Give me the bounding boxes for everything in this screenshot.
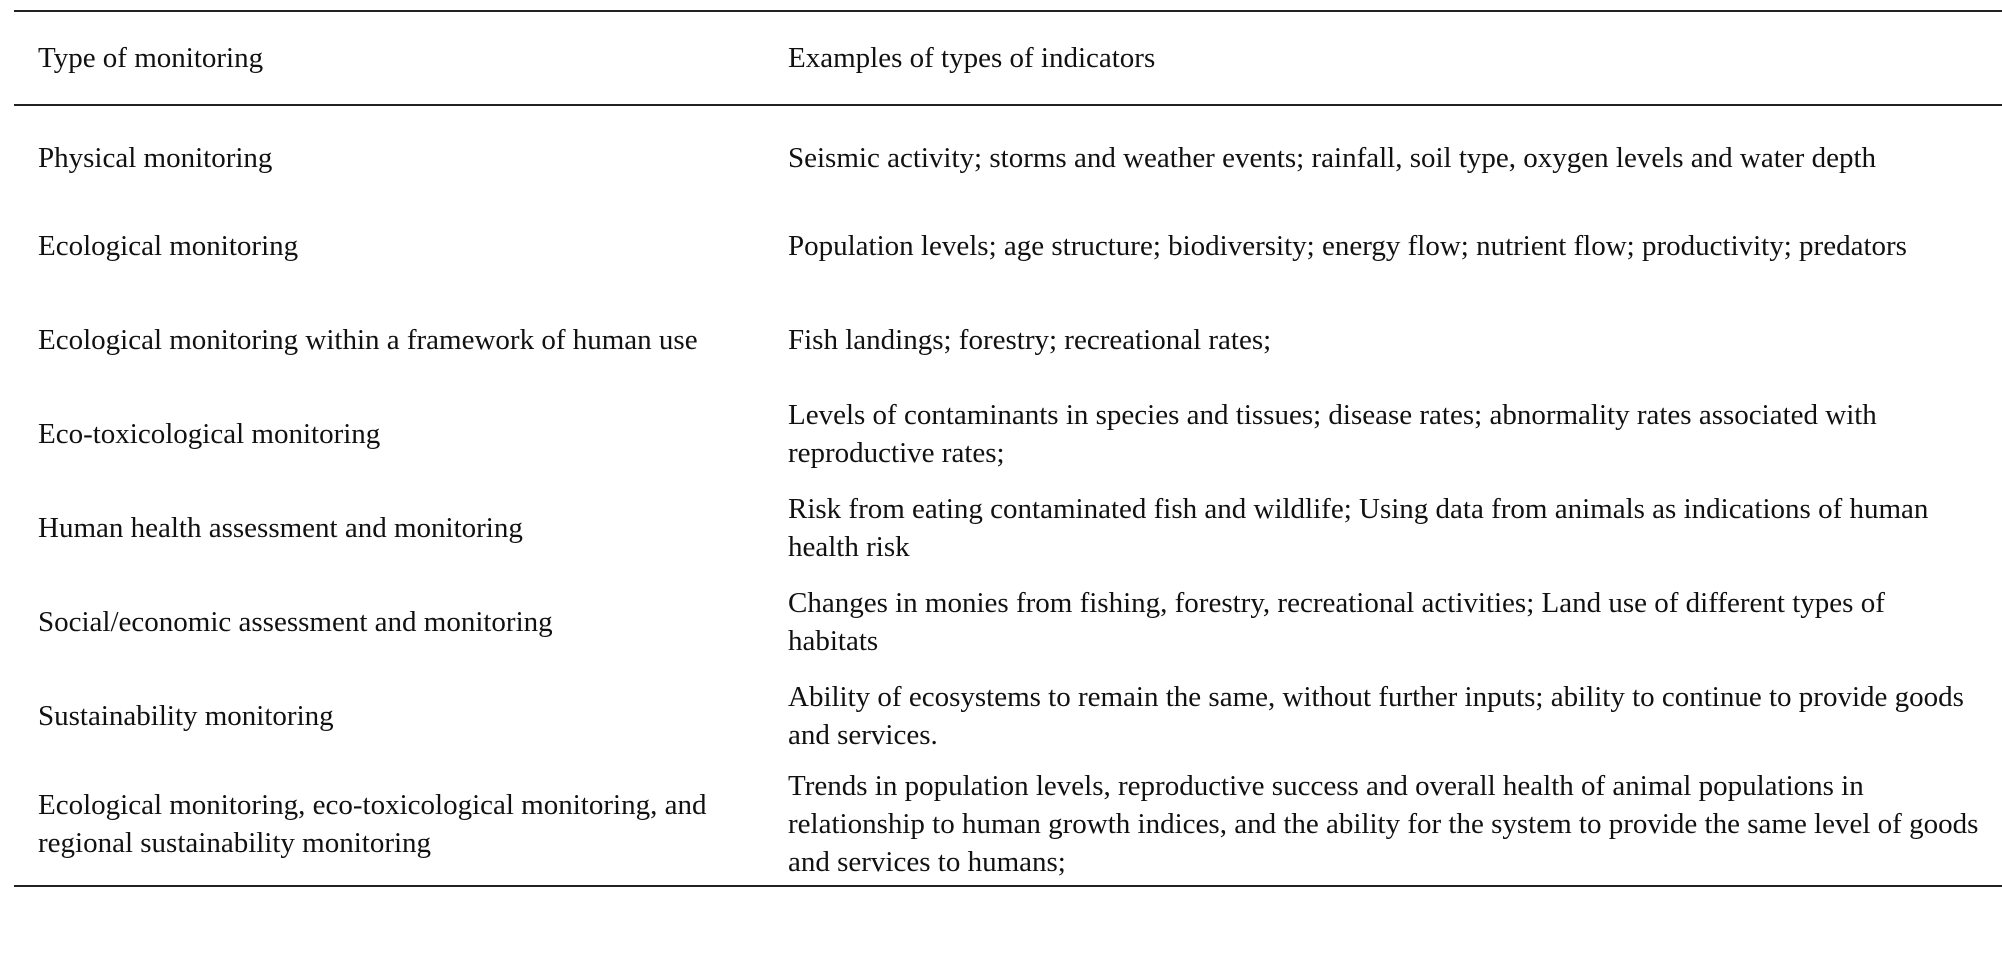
table-row	[14, 105, 2002, 199]
header-row	[14, 11, 2002, 105]
indicators-cell: Trends in population levels, reproductive success and overall health of animal populations in relationship to human growth indices, and the ability for the system to provide the same level of goods and services to humans;	[788, 770, 1979, 878]
monitoring-type-cell: Ecological monitoring, eco-toxicological monitoring, and regional sustainability monitoring	[38, 789, 707, 859]
table-row	[14, 481, 2002, 575]
monitoring-type-cell: Eco-toxicological monitoring	[38, 418, 381, 450]
table-row	[14, 575, 2002, 669]
table-row	[14, 763, 2002, 886]
indicators-cell: Fish landings; forestry; recreational rates;	[788, 324, 1272, 356]
table-row	[14, 669, 2002, 763]
indicators-cell: Levels of contaminants in species and tissues; disease rates; abnormality rates associated with reproductive rates;	[788, 399, 1877, 469]
table-body	[14, 105, 2002, 886]
table-row	[14, 387, 2002, 481]
table-row	[14, 293, 2002, 387]
indicators-cell: Risk from eating contaminated fish and wildlife; Using data from animals as indications of human health risk	[788, 493, 1929, 563]
monitoring-type-cell: Human health assessment and monitoring	[38, 512, 523, 544]
header-examples-of-indicators: Examples of types of indicators	[788, 42, 1156, 74]
monitoring-type-cell: Ecological monitoring within a framework of human use	[38, 324, 698, 356]
monitoring-type-cell: Ecological monitoring	[38, 230, 299, 262]
table-header	[14, 11, 2002, 105]
indicators-cell: Population levels; age structure; biodiversity; energy flow; nutrient flow; productivity; predators	[788, 230, 1907, 262]
header-type-of-monitoring: Type of monitoring	[38, 42, 264, 74]
monitoring-type-cell: Physical monitoring	[38, 141, 273, 174]
monitoring-table-container	[14, 10, 2002, 887]
monitoring-table	[14, 10, 2002, 887]
monitoring-type-cell: Social/economic assessment and monitoring	[38, 606, 553, 638]
monitoring-type-cell: Sustainability monitoring	[38, 700, 334, 732]
indicators-cell: Seismic activity; storms and weather events; rainfall, soil type, oxygen levels and water depth	[788, 141, 1877, 174]
table-row	[14, 199, 2002, 293]
indicators-cell: Changes in monies from fishing, forestry, recreational activities; Land use of different types of habitats	[788, 587, 1885, 657]
indicators-cell: Ability of ecosystems to remain the same, without further inputs; ability to continue to provide goods and services.	[788, 681, 1964, 751]
